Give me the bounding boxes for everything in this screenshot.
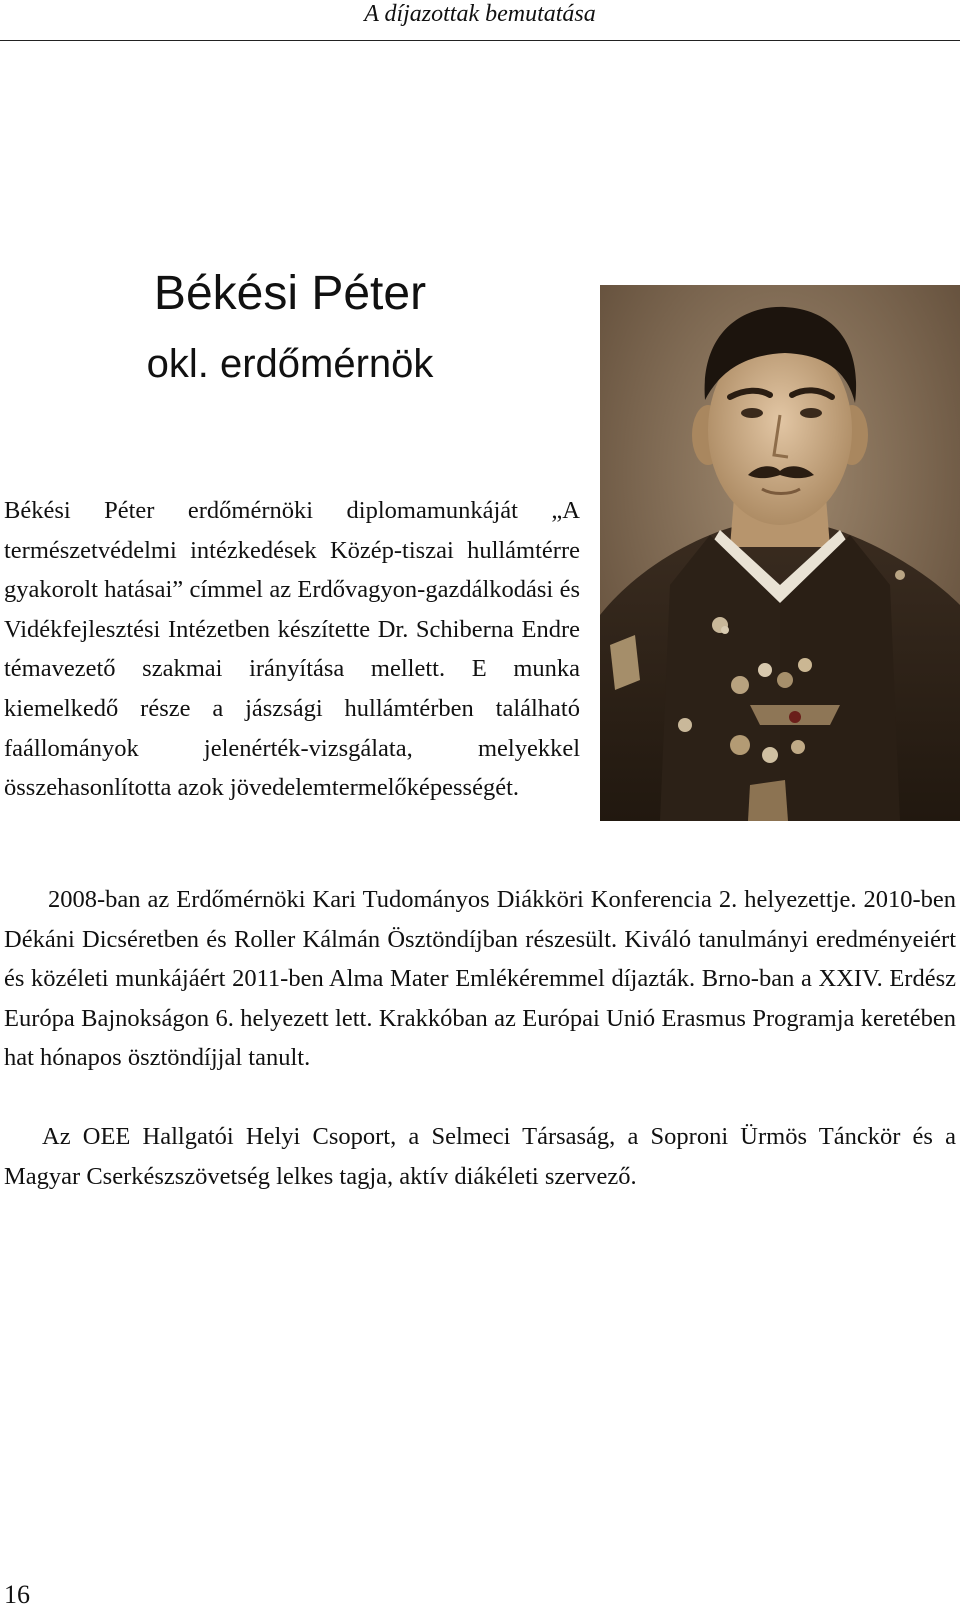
achievements-paragraph: 2008-ban az Erdőmérnöki Kari Tudományos Diákköri Konferencia 2. helyezettje. 2010-ben Dékáni Dicséretben és Roller Kálmán Ösztöndíjban részesült. Kiváló tanulmányi eredményeiért és közéleti munkájáért 2011-ben Alma Mater Emlékéremmel díjazták. Brno-ban a XXIV. Erdész Európa Bajnokságon 6. helyezett lett. Krakkóban az Európai Unió Erasmus Programja keretében hat hónapos ösztöndíjjal tanult.	[4, 886, 956, 1072]
awardee-name: Békési Péter	[153, 267, 427, 320]
awardee-title: okl. erdőmérnök	[146, 342, 434, 386]
running-header	[0, 0, 960, 41]
page-number: 16	[4, 1580, 30, 1609]
running-header-text: A díjazottak bemutatása	[364, 1, 596, 27]
intro-paragraph: Békési Péter erdőmérnöki diplomamunkáját „A természetvédelmi intézkedések Közép-tiszai hullámtérre gyakorolt hatásai” címmel az Erdővagyon-gazdálkodási és Vidékfejlesztési Intézetben készítette Dr. Schiberna Endre témavezető szakmai irányítása mellett. E munka kiemelkedő része a jászsági hullámtérben található faállományok jelenérték-vizsgálata, melyekkel összehasonlította azok jövedelemtermelőképességét.	[4, 497, 580, 802]
portrait-photo	[600, 285, 960, 821]
memberships-paragraph: Az OEE Hallgatói Helyi Csoport, a Selmeci Társaság, a Soproni Ürmös Tánckör és a Magyar Cserkészszövetség lelkes tagja, aktív diákéleti szervező.	[4, 1123, 956, 1190]
